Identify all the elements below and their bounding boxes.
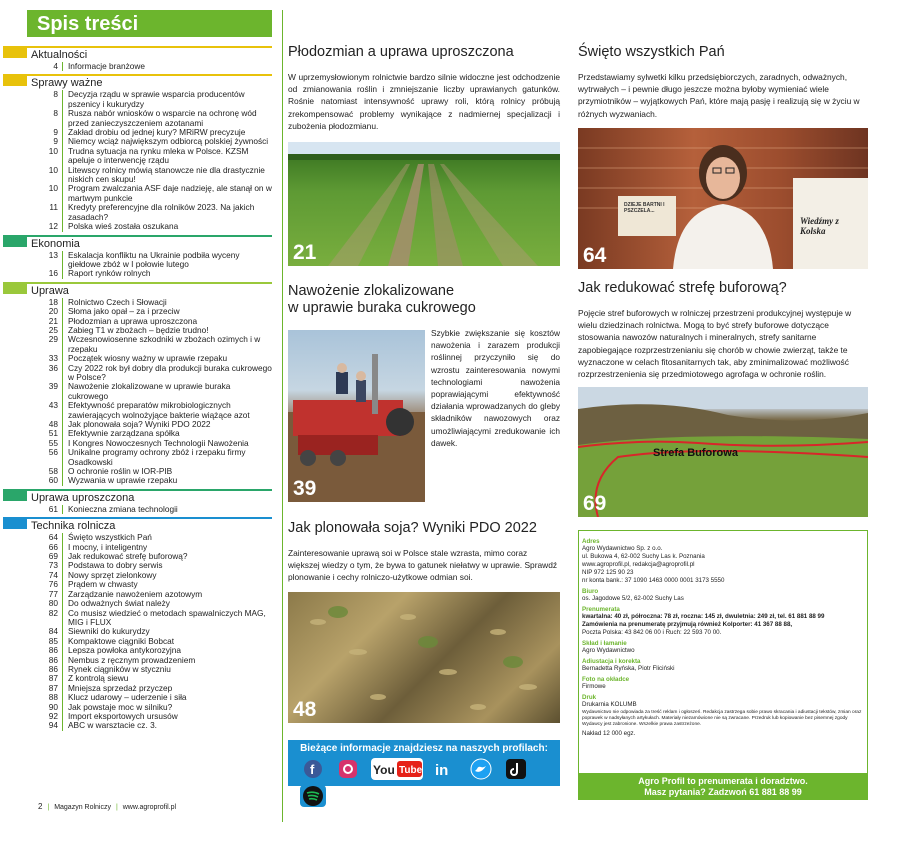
toc-page-number: 87 <box>27 684 63 693</box>
toc-page-number: 56 <box>27 448 63 467</box>
toc-page-number: 86 <box>27 665 63 674</box>
section-name: Aktualności <box>31 49 88 61</box>
toc-entry-title: Podstawa to dobry serwis <box>68 560 163 571</box>
toc-entry-title: Z kontrolą siewu <box>68 673 129 684</box>
toc-entry-title: Raport rynków rolnych <box>68 268 151 279</box>
svg-text:in: in <box>435 762 449 779</box>
toc-entry[interactable] <box>27 90 272 109</box>
section-color-bar <box>3 235 27 247</box>
toc-page-number: 4 <box>27 62 63 71</box>
toc-entry-title: Nowy sprzęt zielonkowy <box>68 569 157 580</box>
toc-entry-title: Decyzja rządu w sprawie wsparcia producentów pszenicy i kukurydzy <box>68 89 245 109</box>
toc-entry-title: Prądem w chwasty <box>68 579 138 590</box>
facebook-icon[interactable] <box>300 758 326 780</box>
linkedin-icon[interactable] <box>432 758 458 780</box>
section-color-bar <box>3 46 27 58</box>
site-url[interactable]: www.agroprofil.pl <box>122 804 177 811</box>
imprint-cover-photo: Firmowe <box>582 683 606 690</box>
toc-entry-title: Początek wiosny ważny w uprawie rzepaku <box>68 353 228 364</box>
social-text: Bieżące informacje znajdziesz na naszych profilach: <box>300 743 548 754</box>
page-ref-number: 39 <box>293 477 317 500</box>
article-title: Święto wszystkich Pań <box>578 44 725 60</box>
toc-entry-title: Zakład drobiu od jednej kury? MRiRW precyzuje <box>68 127 246 138</box>
toc-entry-title: Rusza nabór wniosków o wsparcie na ochronę wód przed zanieczyszczeniem azotanami <box>68 108 257 128</box>
article-title-line1: Nawożenie zlokalizowane <box>288 283 455 299</box>
toc-entry[interactable] <box>27 335 272 354</box>
toc-entry[interactable] <box>27 721 272 730</box>
youtube-icon[interactable] <box>371 758 423 780</box>
toc-entry-title: Niemcy wciąż największym odbiorcą polskiej żywności <box>68 136 269 147</box>
photo-woman <box>578 128 868 269</box>
toc-section-heading <box>27 489 272 505</box>
toc-page-number: 43 <box>27 401 63 420</box>
article-lead: Przedstawiamy sylwetki kilku przedsiębiorczych, zaradnych, odważnych, wytrwałych – i pewnie długo jeszcze można byłoby wymieniać wiele przymiotników – wyjątkowych Pań, które mają pasję i realizują się w życiu w różnych wyzwaniach. <box>578 72 860 119</box>
toc-entry[interactable] <box>27 109 272 128</box>
toc-page-number: 13 <box>27 251 63 270</box>
toc-page-number: 86 <box>27 646 63 655</box>
toc-page-number: 69 <box>27 552 63 561</box>
imprint-proofreading: Bernadetta Ryńska, Piotr Fliciński <box>582 665 675 672</box>
toc-page-number: 84 <box>27 627 63 636</box>
toc-section-heading <box>27 74 272 90</box>
imprint-heading: Prenumerata <box>582 606 620 613</box>
toc-entry[interactable] <box>27 401 272 420</box>
toc-section-heading <box>27 517 272 533</box>
toc-entry-title: I mocny, i inteligentny <box>68 541 148 552</box>
tiktok-icon[interactable] <box>503 758 529 780</box>
toc-entry-title: Jak redukować strefę buforową? <box>68 551 188 562</box>
page-ref-number: 69 <box>583 492 607 515</box>
toc-entry-title: Zarządzanie nawożeniem azotowym <box>68 588 203 599</box>
toc-entry-title: Informacje branżowe <box>68 61 146 71</box>
toc-entry-title: Święto wszystkich Pań <box>68 532 152 543</box>
svg-text:f: f <box>310 762 315 777</box>
toc-page-number: 25 <box>27 326 63 335</box>
toc-entry-title: Efektywność preparatów mikrobiologicznych zawierających wolnożyjące bakterie wiążące azot <box>68 400 250 420</box>
article-plodozmian[interactable] <box>288 44 560 132</box>
toc-page-number: 61 <box>27 505 63 514</box>
toc-entry-title: Unikalne programy ochrony zbóż i rzepaku firmy Osadkowski <box>68 447 246 467</box>
subscription-info: Zamówienia na prenumeratę przyjmują również Kolporter: 41 367 88 88, <box>582 621 793 628</box>
toc-entry[interactable] <box>27 251 272 270</box>
subscription-info: Poczta Polska: 43 842 06 00 i Ruch: 22 593 70 00. <box>582 629 722 636</box>
svg-text:Tube: Tube <box>398 765 423 776</box>
toc-entry-title: Polska wieś została oszukana <box>68 221 179 232</box>
toc-title: Spis treści <box>27 10 272 37</box>
toc-entry[interactable] <box>27 184 272 203</box>
toc-entry-title: Do odważnych świat należy <box>68 598 170 609</box>
imprint-heading: Adres <box>582 538 600 545</box>
social-icons <box>288 754 560 812</box>
toc-entry-title: Rolnictwo Czech i Słowacji <box>68 296 167 307</box>
toc-page-number: 66 <box>27 543 63 552</box>
toc-entry-title: Mniejsza sprzedaż przyczep <box>68 682 173 693</box>
toc-section-heading <box>27 282 272 298</box>
toc-entry[interactable] <box>27 448 272 467</box>
toc-page-number: 94 <box>27 721 63 730</box>
section-color-bar <box>3 489 27 501</box>
toc-page-number: 9 <box>27 128 63 137</box>
toc-entry[interactable] <box>27 203 272 222</box>
toc-entry-title: Eskalacja konfliktu na Ukrainie podbiła wyceny giełdowe zbóż w I połowie lutego <box>68 249 240 269</box>
toc-page-number: 12 <box>27 222 63 231</box>
section-color-bar <box>3 74 27 86</box>
toc-page-number: 60 <box>27 476 63 485</box>
toc-page-number: 48 <box>27 420 63 429</box>
toc-page-number: 92 <box>27 712 63 721</box>
toc-page-number: 80 <box>27 599 63 608</box>
section-color-bar <box>3 282 27 294</box>
toc-entry[interactable] <box>27 269 272 278</box>
toc-entry-title: O ochronie roślin w IOR-PIB <box>68 466 173 477</box>
toc-entry-title: Jak powstaje moc w silniku? <box>68 701 173 712</box>
banner-text: Wiedźmy z Kolska <box>800 216 839 236</box>
toc-entry-title: Co musisz wiedzieć o metodach spawalniczych MAG, MIG i FLUX <box>68 607 266 627</box>
toc-entry[interactable] <box>27 364 272 383</box>
article-soja[interactable] <box>288 520 560 584</box>
toc-page-number: 10 <box>27 166 63 185</box>
toc-page-number: 33 <box>27 354 63 363</box>
photo-soy-plants <box>288 592 560 723</box>
toc-entry-title: ABC w warsztacie cz. 3. <box>68 720 157 731</box>
toc-entry-title: Konieczna zmiana technologii <box>68 503 178 514</box>
toc-entry[interactable] <box>27 609 272 628</box>
toc-entry[interactable] <box>27 476 272 485</box>
section-name: Uprawa <box>31 284 69 297</box>
toc-entry[interactable] <box>27 665 272 674</box>
toc-page-number: 74 <box>27 571 63 580</box>
toc-page-number: 85 <box>27 637 63 646</box>
table-of-contents <box>27 10 272 731</box>
toc-entry-title: Wyzwania w uprawie rzepaku <box>68 475 178 486</box>
imprint-heading: Skład i łamanie <box>582 640 627 647</box>
photo-beet-field <box>288 142 560 266</box>
toc-entry-title: Słoma jako opał – za i przeciw <box>68 306 180 317</box>
section-name: Sprawy ważne <box>31 77 103 90</box>
toc-entry-title: Kredyty preferencyjne dla rolników 2023. Na jakich zasadach? <box>68 202 255 222</box>
toc-entry[interactable] <box>27 147 272 166</box>
instagram-icon[interactable] <box>335 758 361 780</box>
imprint-office: os. Jagodowe 5/2, 62-002 Suchy Las <box>582 595 684 602</box>
toc-entry-title: Czy 2022 rok był dobry dla produkcji buraka cukrowego w Polsce? <box>68 362 272 382</box>
twitter-icon[interactable] <box>468 758 494 780</box>
promo-line2: Masz pytania? Zadzwoń 61 881 88 99 <box>644 786 802 797</box>
toc-page-number: 10 <box>27 147 63 166</box>
toc-entry[interactable] <box>27 533 272 542</box>
field-rows-graphic <box>288 142 560 266</box>
toc-entry-title: Import eksportowych ursusów <box>68 710 178 721</box>
article-swieto[interactable] <box>578 44 868 120</box>
toc-entry-title: I Kongres Nowoczesnych Technologii Nawożenia <box>68 437 249 448</box>
toc-page-number: 88 <box>27 693 63 702</box>
toc-entry-title: Siewniki do kukurydzy <box>68 626 150 637</box>
toc-section-heading <box>27 235 272 251</box>
article-title-line2: w uprawie buraka cukrowego <box>288 300 476 316</box>
toc-entry[interactable] <box>27 166 272 185</box>
page-ref-number: 48 <box>293 698 317 721</box>
toc-entry[interactable] <box>27 571 272 580</box>
imprint-box <box>578 530 868 800</box>
toc-page-number: 86 <box>27 656 63 665</box>
toc-page-number: 8 <box>27 90 63 109</box>
toc-entry-title: Lepsza powłoka antykorozyjna <box>68 645 181 656</box>
circulation: Nakład 12 000 egz. <box>582 730 636 737</box>
subscription-prices: kwartalna: 40 zł, półroczna: 78 zł, roczna: 145 zł, dwuletnia: 249 zł, tel. 61 881 88 99 <box>582 613 825 620</box>
page-ref-number: 21 <box>293 241 317 264</box>
address-line: NIP 972 125 90 23 <box>582 569 634 576</box>
section-name: Technika rolnicza <box>31 520 116 533</box>
address-line: nr konta bank.: 37 1090 1463 0000 0001 3173 5550 <box>582 577 725 584</box>
article-title: Jak plonowała soja? Wyniki PDO 2022 <box>288 520 537 536</box>
toc-page-number: 64 <box>27 533 63 542</box>
imprint-heading: Adiustacja i korekta <box>582 658 641 665</box>
article-title: Jak redukować strefę buforową? <box>578 280 787 296</box>
toc-entry-title: Rynek ciągników w styczniu <box>68 663 171 674</box>
address-line: Agro Wydawnictwo Sp. z o.o. <box>582 545 663 552</box>
toc-entry[interactable] <box>27 505 272 514</box>
promo-line1: Agro Profil to prenumerata i doradztwo. <box>638 776 808 786</box>
address-line[interactable]: www.agroprofil.pl, redakcja@agroprofil.pl <box>582 561 695 568</box>
toc-page-number: 39 <box>27 382 63 401</box>
toc-entry[interactable] <box>27 222 272 231</box>
imprint-heading: Druk <box>582 694 597 701</box>
toc-page-number: 8 <box>27 109 63 128</box>
toc-entry-title: Trudna sytuacja na rynku mleka w Polsce. KZSM apeluje o interwencję rządu <box>68 145 249 166</box>
woman-graphic <box>578 128 868 269</box>
svg-text:You: You <box>372 763 395 777</box>
toc-page-number: 73 <box>27 561 63 570</box>
imprint-heading: Foto na okładce <box>582 676 630 683</box>
toc-entry-title: Zabieg T1 w zbożach – będzie trudno! <box>68 324 209 335</box>
imprint-typesetting: Agro Wydawnictwo <box>582 647 635 654</box>
toc-entry-title: Klucz udarowy – uderzenie i siła <box>68 692 187 703</box>
buffer-zone-label: Strefa Buforowa <box>653 447 738 459</box>
toc-entry[interactable] <box>27 62 272 71</box>
imprint-printer: Drukarnia KOLUMB <box>582 701 637 708</box>
toc-page-number: 51 <box>27 429 63 438</box>
imprint-address <box>582 545 864 585</box>
toc-page-number: 10 <box>27 184 63 203</box>
promo-banner[interactable] <box>579 773 867 799</box>
toc-entry-title: Jak plonowała soja? Wyniki PDO 2022 <box>68 419 211 429</box>
toc-page-number: 16 <box>27 269 63 278</box>
toc-entry-title: Litewscy rolnicy mówią stanowcze nie dla drastycznie niskich cen skupu! <box>68 164 265 185</box>
toc-entry-title: Wczesnowiosenne szkodniki w zbożach ozimych i w rzepaku <box>68 334 261 354</box>
toc-page-number: 21 <box>27 317 63 326</box>
toc-page-number: 77 <box>27 590 63 599</box>
legal-notice: Wydawnictwo nie odpowiada za treść reklam i ogłoszeń. Redakcja zastrzega sobie prawo skracania i adiustacji tekstów, zmian oraz poprawek w nadsyłanych artykułach. Materiały niezamówione nie są zwracane. Przedruk lub kopiowanie bez pisemnej zgody Wydawcy jest zabronione. Wszelkie prawa zastrzeżone. <box>582 710 862 727</box>
toc-entry-title: Nembus z ręcznym prowadzeniem <box>68 654 196 665</box>
toc-page-number: 36 <box>27 364 63 383</box>
toc-entry-title: Kompaktowe ciągniki Bobcat <box>68 635 175 646</box>
page-footer: 2 | Magazyn Rolniczy | www.agroprofil.pl <box>38 802 177 811</box>
article-strefa[interactable] <box>578 280 868 380</box>
toc-page-number: 18 <box>27 298 63 307</box>
photo-seeder <box>288 330 425 502</box>
page-ref-number: 64 <box>583 244 607 267</box>
toc-section-heading <box>27 46 272 62</box>
section-name: Ekonomia <box>31 237 80 250</box>
toc-page-number: 20 <box>27 307 63 316</box>
article-lead: Zainteresowanie uprawą soi w Polsce stale wzrasta, mimo coraz większej wiedzy o tym, że bywa to gatunek niełatwy w uprawie. Sprawdź plonowanie i cechy rolniczo-użytkowe odmian soi. <box>288 548 558 583</box>
article-nawozenie[interactable] <box>288 283 560 317</box>
section-name: Uprawa uproszczona <box>31 491 135 504</box>
soy-pods-graphic <box>288 592 560 723</box>
article-lead: Szybkie zwiększanie się kosztów nawożenia i zarazem produkcji roślinnej przyczyniło się do wzrostu zainteresowania nowymi technologiami nawożenia poprawiającymi efektywność działania wprowadzanych do gleby składników nawozowych oraz umożliwiającymi zredukowanie ich dawek. <box>431 328 560 448</box>
social-media-bar <box>288 740 560 786</box>
toc-entry[interactable] <box>27 382 272 401</box>
toc-entry-title: Program zwalczania ASF daje nadzieję, ale stanął on w martwym punkcie <box>68 183 272 203</box>
article-lead: Pojęcie stref buforowych w rolniczej przestrzeni produkcyjnej występuje w wielu dziedzinach rolnictwa. Mogą to być strefy buforowe dotyczące stosowania nawozów naturalnych i mineralnych, strefy sanitarne zapobiegające rozprzestrzenianiu się chorób w chowie zwierząt, także te wyznaczone w celach fitosanitarnych tak, aby zminimalizować możliwość rozprzestrzenienia się przedmiotowego agrofaga w ochronie roślin. <box>578 308 852 380</box>
toc-page-number: 58 <box>27 467 63 476</box>
magazine-name: Magazyn Rolniczy <box>54 804 111 811</box>
toc-page-number: 55 <box>27 439 63 448</box>
toc-page-number: 76 <box>27 580 63 589</box>
toc-page-number: 82 <box>27 609 63 628</box>
article-title: Płodozmian a uprawa uproszczona <box>288 44 514 60</box>
section-color-bar <box>3 517 27 529</box>
toc-page-number: 29 <box>27 335 63 354</box>
column-divider <box>282 10 283 822</box>
address-line: ul. Bukowa 4, 62-002 Suchy Las k. Poznania <box>582 553 705 560</box>
page-number: 2 <box>38 802 43 811</box>
photo-buffer-zone <box>578 387 868 517</box>
toc-entry-title: Płodozmian a uprawa uproszczona <box>68 315 198 326</box>
toc-body <box>27 46 272 731</box>
toc-page-number: 11 <box>27 203 63 222</box>
article-lead: W uprzemysłowionym rolnictwie bardzo silnie widoczne jest odchodzenie od zmianowania roślin i zmniejszanie liczby uprawianych gatunków. Rośnie natomiast intensywność uprawy roli, którą rolnicy próbują zrekompensować problemy wynikające z nadmiernej specjalizacji i zubożenia płodozmianu. <box>288 72 560 131</box>
toc-page-number: 9 <box>27 137 63 146</box>
toc-entry-title: Efektywnie zarządzana spółka <box>68 428 180 439</box>
imprint-heading: Biuro <box>582 588 599 595</box>
toc-page-number: 87 <box>27 674 63 683</box>
sign-text: DZIEJE BARTNI I PSZCZELA... <box>624 202 665 214</box>
toc-page-number: 90 <box>27 703 63 712</box>
spotify-icon[interactable] <box>300 785 326 807</box>
toc-entry-title: Nawożenie zlokalizowane w uprawie buraka cukrowego <box>68 381 231 401</box>
